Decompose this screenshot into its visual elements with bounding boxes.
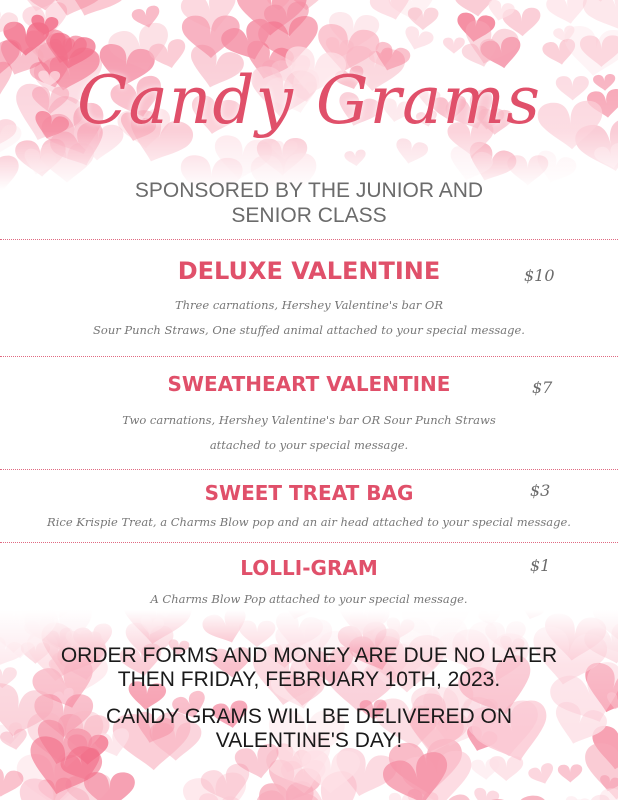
item-desc-line: Sour Punch Straws, One stuffed animal attached to your special message. [93, 323, 525, 337]
delivery-notice [0, 705, 618, 753]
item-name-sweet-treat-bag: SWEET TREAT BAG [204, 481, 414, 505]
item-name-sweatheart-valentine: SWEATHEART VALENTINE [167, 372, 451, 396]
page-title: Candy Grams [77, 62, 541, 139]
item-desc-line: Rice Krispie Treat, a Charms Blow pop and an air head attached to your special message. [47, 515, 571, 529]
notice-line-4: VALENTINE'S DAY! [215, 729, 403, 752]
item-desc-sweatheart-valentine [0, 408, 618, 458]
item-price-lolli-gram: $1 [530, 556, 551, 575]
sponsor-line-1: SPONSORED BY THE JUNIOR AND [134, 179, 484, 202]
divider [0, 542, 618, 543]
item-price-sweet-treat-bag: $3 [530, 481, 551, 500]
item-desc-lolli-gram [0, 587, 618, 612]
item-desc-sweet-treat-bag [0, 510, 618, 535]
divider [0, 469, 618, 470]
order-deadline-notice [0, 644, 618, 692]
item-desc-line: Three carnations, Hershey Valentine's bar OR [174, 298, 444, 312]
item-desc-line: Two carnations, Hershey Valentine's bar OR Sour Punch Straws [122, 413, 496, 427]
sponsor-text [90, 178, 528, 228]
item-desc-line: A Charms Blow Pop attached to your special message. [150, 592, 468, 606]
item-name-deluxe-valentine: DELUXE VALENTINE [177, 257, 441, 285]
item-desc-deluxe-valentine [0, 293, 618, 343]
notice-line-2: THEN FRIDAY, FEBRUARY 10TH, 2023. [117, 668, 501, 691]
item-price-sweatheart-valentine: $7 [532, 378, 553, 397]
item-desc-line: attached to your special message. [209, 438, 409, 452]
notice-line-3: CANDY GRAMS WILL BE DELIVERED ON [105, 705, 513, 728]
item-price-deluxe-valentine: $10 [524, 266, 555, 285]
item-name-lolli-gram: LOLLI-GRAM [240, 556, 378, 580]
divider [0, 356, 618, 357]
sponsor-line-2: SENIOR CLASS [231, 204, 387, 227]
divider [0, 239, 618, 240]
notice-line-1: ORDER FORMS AND MONEY ARE DUE NO LATER [60, 644, 558, 667]
